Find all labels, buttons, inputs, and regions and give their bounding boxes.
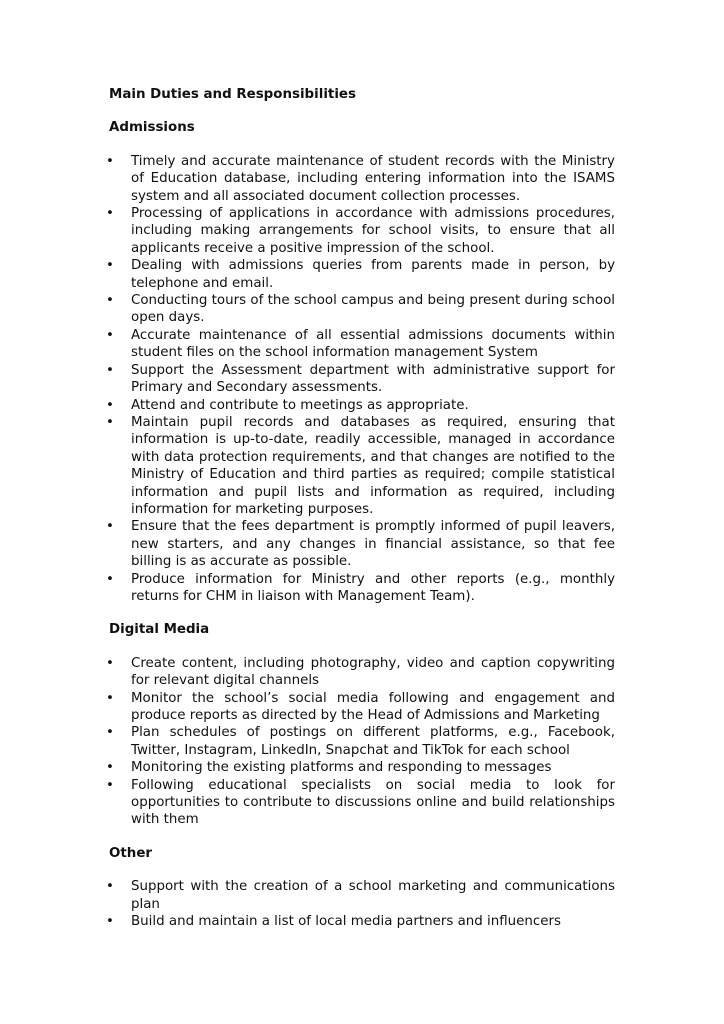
list-item	[106, 655, 615, 690]
list-item	[106, 414, 615, 518]
bullet-icon: •	[106, 293, 114, 309]
bullet-icon: •	[106, 397, 114, 413]
admissions-list	[106, 153, 615, 606]
bullet-icon: •	[106, 725, 114, 741]
bullet-icon: •	[106, 519, 114, 535]
list-item-text: Accurate maintenance of all essential admissions documents within student files on the school information management System	[131, 327, 615, 361]
section-heading-other: Other	[109, 845, 153, 861]
list-item	[106, 153, 615, 205]
bullet-icon: •	[106, 760, 114, 776]
list-item	[106, 571, 615, 606]
list-item	[106, 690, 615, 725]
bullet-icon: •	[106, 153, 114, 169]
list-item-text: Ensure that the fees department is promptly informed of pupil leavers, new starters, and any changes in financial assistance, so that fee billing is as accurate as possible.	[131, 519, 615, 570]
bullet-icon: •	[106, 690, 114, 706]
list-item	[106, 205, 615, 257]
document-title: Main Duties and Responsibilities	[109, 87, 356, 102]
bullet-icon: •	[106, 571, 114, 587]
bullet-icon: •	[106, 879, 114, 895]
section-heading-digital-media: Digital Media	[109, 622, 210, 638]
list-item	[106, 518, 615, 570]
list-item-text: Produce information for Ministry and other reports (e.g., monthly returns for CHM in liaison with Management Team).	[131, 571, 615, 604]
list-item	[106, 913, 615, 930]
list-item	[106, 327, 615, 362]
bullet-icon: •	[106, 206, 114, 222]
list-item-text: Support the Assessment department with administrative support for Primary and Secondary assessments.	[131, 362, 615, 396]
list-item	[106, 878, 615, 913]
list-item	[106, 724, 615, 759]
document-page	[106, 86, 615, 946]
list-item-text: Create content, including photography, video and caption copywriting for relevant digital channels	[131, 655, 615, 689]
list-item	[106, 292, 615, 327]
bullet-icon: •	[106, 655, 114, 671]
list-item-text: Plan schedules of postings on different platforms, e.g., Facebook, Twitter, Instagram, LinkedIn, Snapchat and TikTok for each school	[131, 725, 615, 758]
list-item-text: Monitor the school’s social media following and engagement and produce reports as directed by the Head of Admissions and Marketing	[131, 690, 615, 723]
list-item-text: Build and maintain a list of local media partners and influencers	[131, 914, 561, 930]
bullet-icon: •	[106, 914, 114, 930]
list-item-text: Timely and accurate maintenance of student records with the Ministry of Education database, including entering information into the ISAMS system and all associated document collection processes.	[131, 153, 615, 204]
list-item-text: Following educational specialists on social media to look for opportunities to contribute to discussions online and build relationships with them	[131, 777, 615, 828]
other-list	[106, 878, 615, 930]
list-item-text: Dealing with admissions queries from parents made in person, by telephone and email.	[131, 258, 615, 291]
digital-media-list	[106, 655, 615, 829]
bullet-icon: •	[106, 327, 114, 343]
list-item-text: Processing of applications in accordance with admissions procedures, including making arrangements for school visits, to ensure that all applicants receive a positive impression of the school.	[131, 206, 615, 256]
section-heading-admissions: Admissions	[109, 120, 195, 136]
bullet-icon: •	[106, 414, 114, 430]
list-item	[106, 759, 615, 776]
list-item	[106, 362, 615, 397]
list-item-text: Monitoring the existing platforms and responding to messages	[131, 760, 552, 776]
bullet-icon: •	[106, 362, 114, 378]
list-item	[106, 397, 615, 414]
bullet-icon: •	[106, 258, 114, 274]
list-item-text: Conducting tours of the school campus and being present during school open days.	[131, 293, 615, 326]
bullet-icon: •	[106, 777, 114, 793]
list-item-text: Attend and contribute to meetings as appropriate.	[131, 397, 469, 413]
list-item	[106, 777, 615, 829]
list-item	[106, 257, 615, 292]
list-item-text: Maintain pupil records and databases as required, ensuring that information is up-to-date, readily accessible, managed in accordance with data protection requirements, and that changes are notified to the Ministry of Education and third parties as required; compile statistical information and pupil lists and information as required, including information for marketing purposes.	[131, 414, 615, 517]
list-item-text: Support with the creation of a school marketing and communications plan	[131, 879, 615, 912]
